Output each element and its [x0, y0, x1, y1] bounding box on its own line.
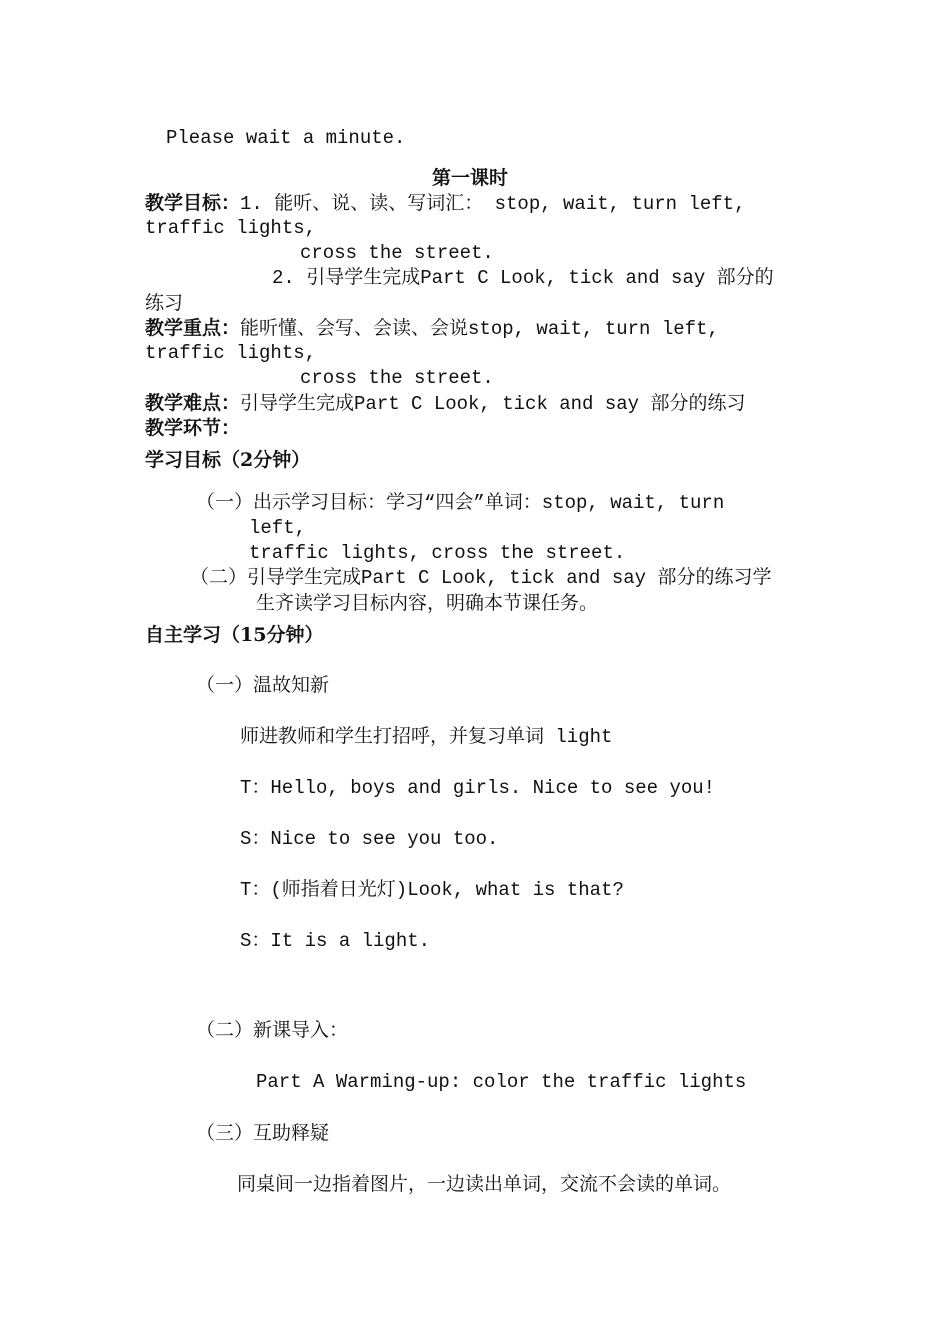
- dialogue-line: S：Nice to see you too.: [240, 828, 499, 850]
- section2-sub2-text: Part A Warming-up: color the traffic lights: [256, 1071, 747, 1093]
- key-points-label: 教学重点：: [145, 317, 241, 339]
- section2-sub1-intro: 师进教师和学生打招呼，并复习单词 light: [240, 726, 613, 748]
- section2-sub3-text: 同桌间一边指着图片，一边读出单词，交流不会读的单词。: [237, 1173, 732, 1195]
- section1-item1: （一）出示学习目标：学习“四会”单词：stop, wait, turn: [196, 492, 725, 514]
- dialogue-line: T：(师指着日光灯)Look, what is that?: [240, 879, 624, 901]
- goals-item2: 2. 引导学生完成Part C Look, tick and say 部分的: [272, 267, 774, 289]
- key-points-cont2: cross the street.: [300, 367, 494, 389]
- key-points: [145, 316, 719, 342]
- goals-label: 教学目标：: [145, 192, 241, 214]
- section1-heading: 学习目标（2分钟）: [145, 449, 311, 471]
- dialogue-line: T：Hello, boys and girls. Nice to see you!: [240, 777, 716, 799]
- section2-sub1: （一）温故知新: [196, 674, 330, 696]
- section1-item2-cont: 生齐读学习目标内容，明确本节课任务。: [256, 592, 599, 614]
- difficulties: [145, 391, 745, 417]
- difficulties-label: 教学难点：: [145, 392, 241, 414]
- section1-item1-cont1: left,: [249, 517, 307, 539]
- steps-label: 教学环节：: [145, 417, 241, 439]
- section1-item2: （二）引导学生完成Part C Look, tick and say 部分的练习学: [190, 567, 772, 589]
- section2-sub3: （三）互助释疑: [196, 1122, 330, 1144]
- teaching-goals: [145, 191, 745, 217]
- key-points-cont1: traffic lights,: [145, 342, 317, 364]
- dialogue-line: S：It is a light.: [240, 930, 431, 952]
- goals-item1-cont2: cross the street.: [300, 242, 494, 264]
- section1-item1-cont2: traffic lights, cross the street.: [249, 542, 626, 564]
- section2-sub2: （二）新课导入：: [196, 1019, 349, 1041]
- goals-item2-cont: 练习: [145, 292, 184, 314]
- goals-item1-cont1: traffic lights,: [145, 217, 317, 239]
- goals-item1: 1. 能听、说、读、写词汇： stop, wait, turn left,: [240, 193, 746, 215]
- intro-line: Please wait a minute.: [166, 127, 406, 149]
- key-points-text: 能听懂、会写、会读、会说stop, wait, turn left,: [240, 318, 719, 340]
- lesson-title: 第一课时: [432, 167, 509, 189]
- section2-heading: 自主学习（15分钟）: [145, 624, 324, 646]
- difficulties-text: 引导学生完成Part C Look, tick and say 部分的练习: [240, 393, 746, 415]
